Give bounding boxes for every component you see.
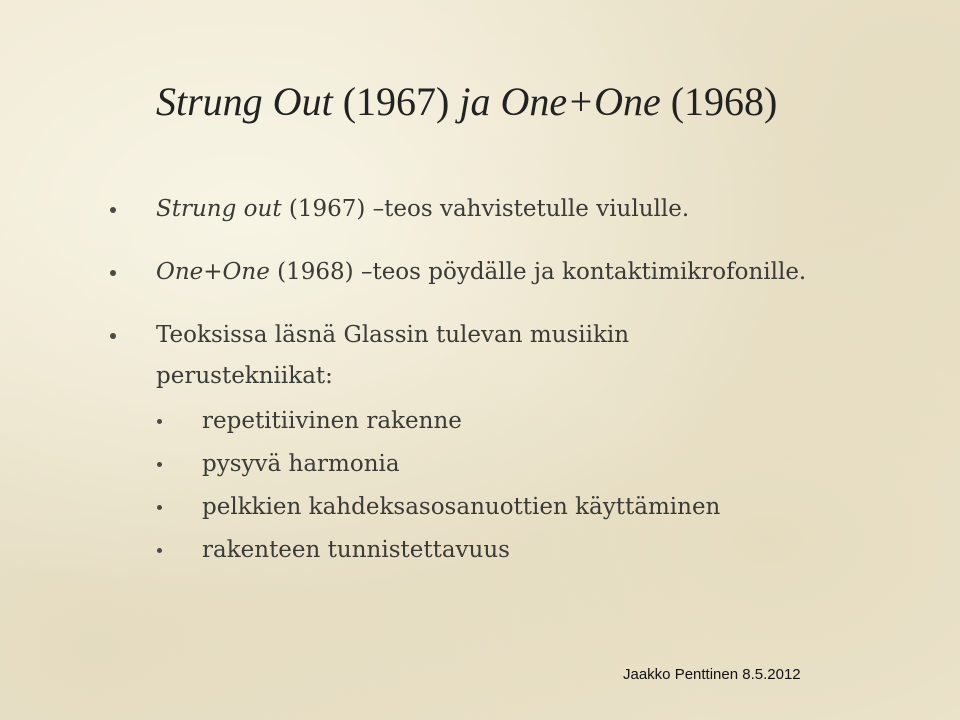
bullet-item-one-plus-one <box>156 256 806 288</box>
bullet-text: (1968) –teos pöydälle ja kontaktimikrofonille. <box>269 259 807 285</box>
sub-bullet-dot <box>157 548 162 553</box>
footer-author-date: Jaakko Penttinen 8.5.2012 <box>623 666 801 683</box>
bullet-dot <box>110 270 116 276</box>
bullet-text: (1967) –teos vahvistetulle viululle. <box>281 196 690 222</box>
sub-bullet-dot <box>157 462 162 467</box>
title-work-2: One+One <box>490 79 661 124</box>
title-year-1: (1967) <box>332 79 460 124</box>
sub-bullet-item: pelkkien kahdeksasosanuottien käyttäminen <box>202 494 721 520</box>
bullet-work-title: Strung out <box>156 196 282 222</box>
bullet-item-techniques-line-1: Teoksissa läsnä Glassin tulevan musiikin <box>156 322 630 348</box>
bullet-item-techniques-line-2: perustekniikat: <box>156 363 333 389</box>
sub-bullet-item: pysyvä harmonia <box>202 451 400 477</box>
sub-bullet-item: repetitiivinen rakenne <box>202 408 462 434</box>
title-work-1: Strung Out <box>156 79 333 124</box>
title-year-2: (1968) <box>660 79 778 124</box>
title-conjunction: ja <box>459 79 491 124</box>
sub-bullet-dot <box>157 419 162 424</box>
sub-bullet-dot <box>157 505 162 510</box>
bullet-item-strung-out <box>156 193 689 225</box>
bullet-dot <box>110 333 116 339</box>
bullet-work-title: One+One <box>156 259 270 285</box>
slide-title <box>156 76 777 128</box>
bullet-dot <box>110 207 116 213</box>
sub-bullet-item: rakenteen tunnistettavuus <box>202 537 510 563</box>
